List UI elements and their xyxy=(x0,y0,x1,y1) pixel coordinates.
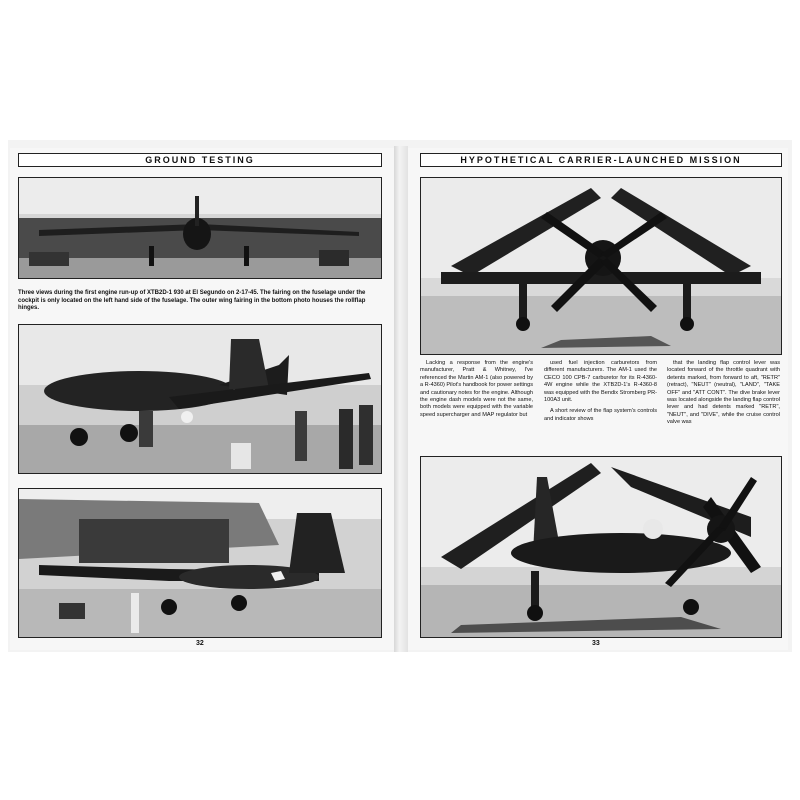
text-column-3 xyxy=(667,360,780,431)
paragraph: used fuel injection carburetors from different manufacturers. The AM-1 used the CECO 100 CPB-7 carburetor for its R-4360-4W engine while the XTB2D-1's R-4360-8 was equipped with the Bendix Stromberg PR-100A3 unit. xyxy=(544,360,657,404)
side-view-run-up-photo xyxy=(18,324,382,474)
left-page xyxy=(10,148,394,650)
folded-wing-front-photo xyxy=(420,177,782,355)
paragraph: A short review of the flap system's controls and indicator shows xyxy=(544,408,657,422)
front-view-aircraft-photo xyxy=(18,177,382,279)
paragraph: that the landing flap control lever was located forward of the throttle quadrant with detents marked, from forward to aft, "RETR" (retract), "NEUT" (neutral), "LAND", "TAKE OFF" and "ATT CONT". The dive brake lever was located alongside the landing flap control lever and had detents marked "RETR", "NEUT", and "DIVE", while the cruise control valve was xyxy=(667,360,780,426)
text-column-2 xyxy=(544,360,657,427)
book-gutter xyxy=(394,146,408,652)
right-page-header: HYPOTHETICAL CARRIER-LAUNCHED MISSION xyxy=(420,153,782,167)
folded-wing-side-photo xyxy=(420,456,782,638)
paragraph: Lacking a response from the engine's manufacturer, Pratt & Whitney, I've referenced the Martin AM-1 (also powered by a R-4360) Pilot's handbook for power settings and cautionary notes for the engine. Although the engine dash models were not the same, both models were equipped with the variable speed supercharger and MAP regulator but xyxy=(420,360,534,418)
left-page-header: GROUND TESTING xyxy=(18,153,382,167)
left-page-caption: Three views during the first engine run-up of XTB2D-1 930 at El Segundo on 2-17-45. The fairing on the fuselage under the cockpit is only located on the left hand side of the fuselage. The outer wing fairing in the bottom photo houses the rollflap hinges. xyxy=(18,290,366,312)
right-page-number: 33 xyxy=(592,640,600,647)
hangar-view-photo xyxy=(18,488,382,638)
right-page xyxy=(408,148,788,650)
text-column-1 xyxy=(420,360,533,423)
left-page-number: 32 xyxy=(196,640,204,647)
